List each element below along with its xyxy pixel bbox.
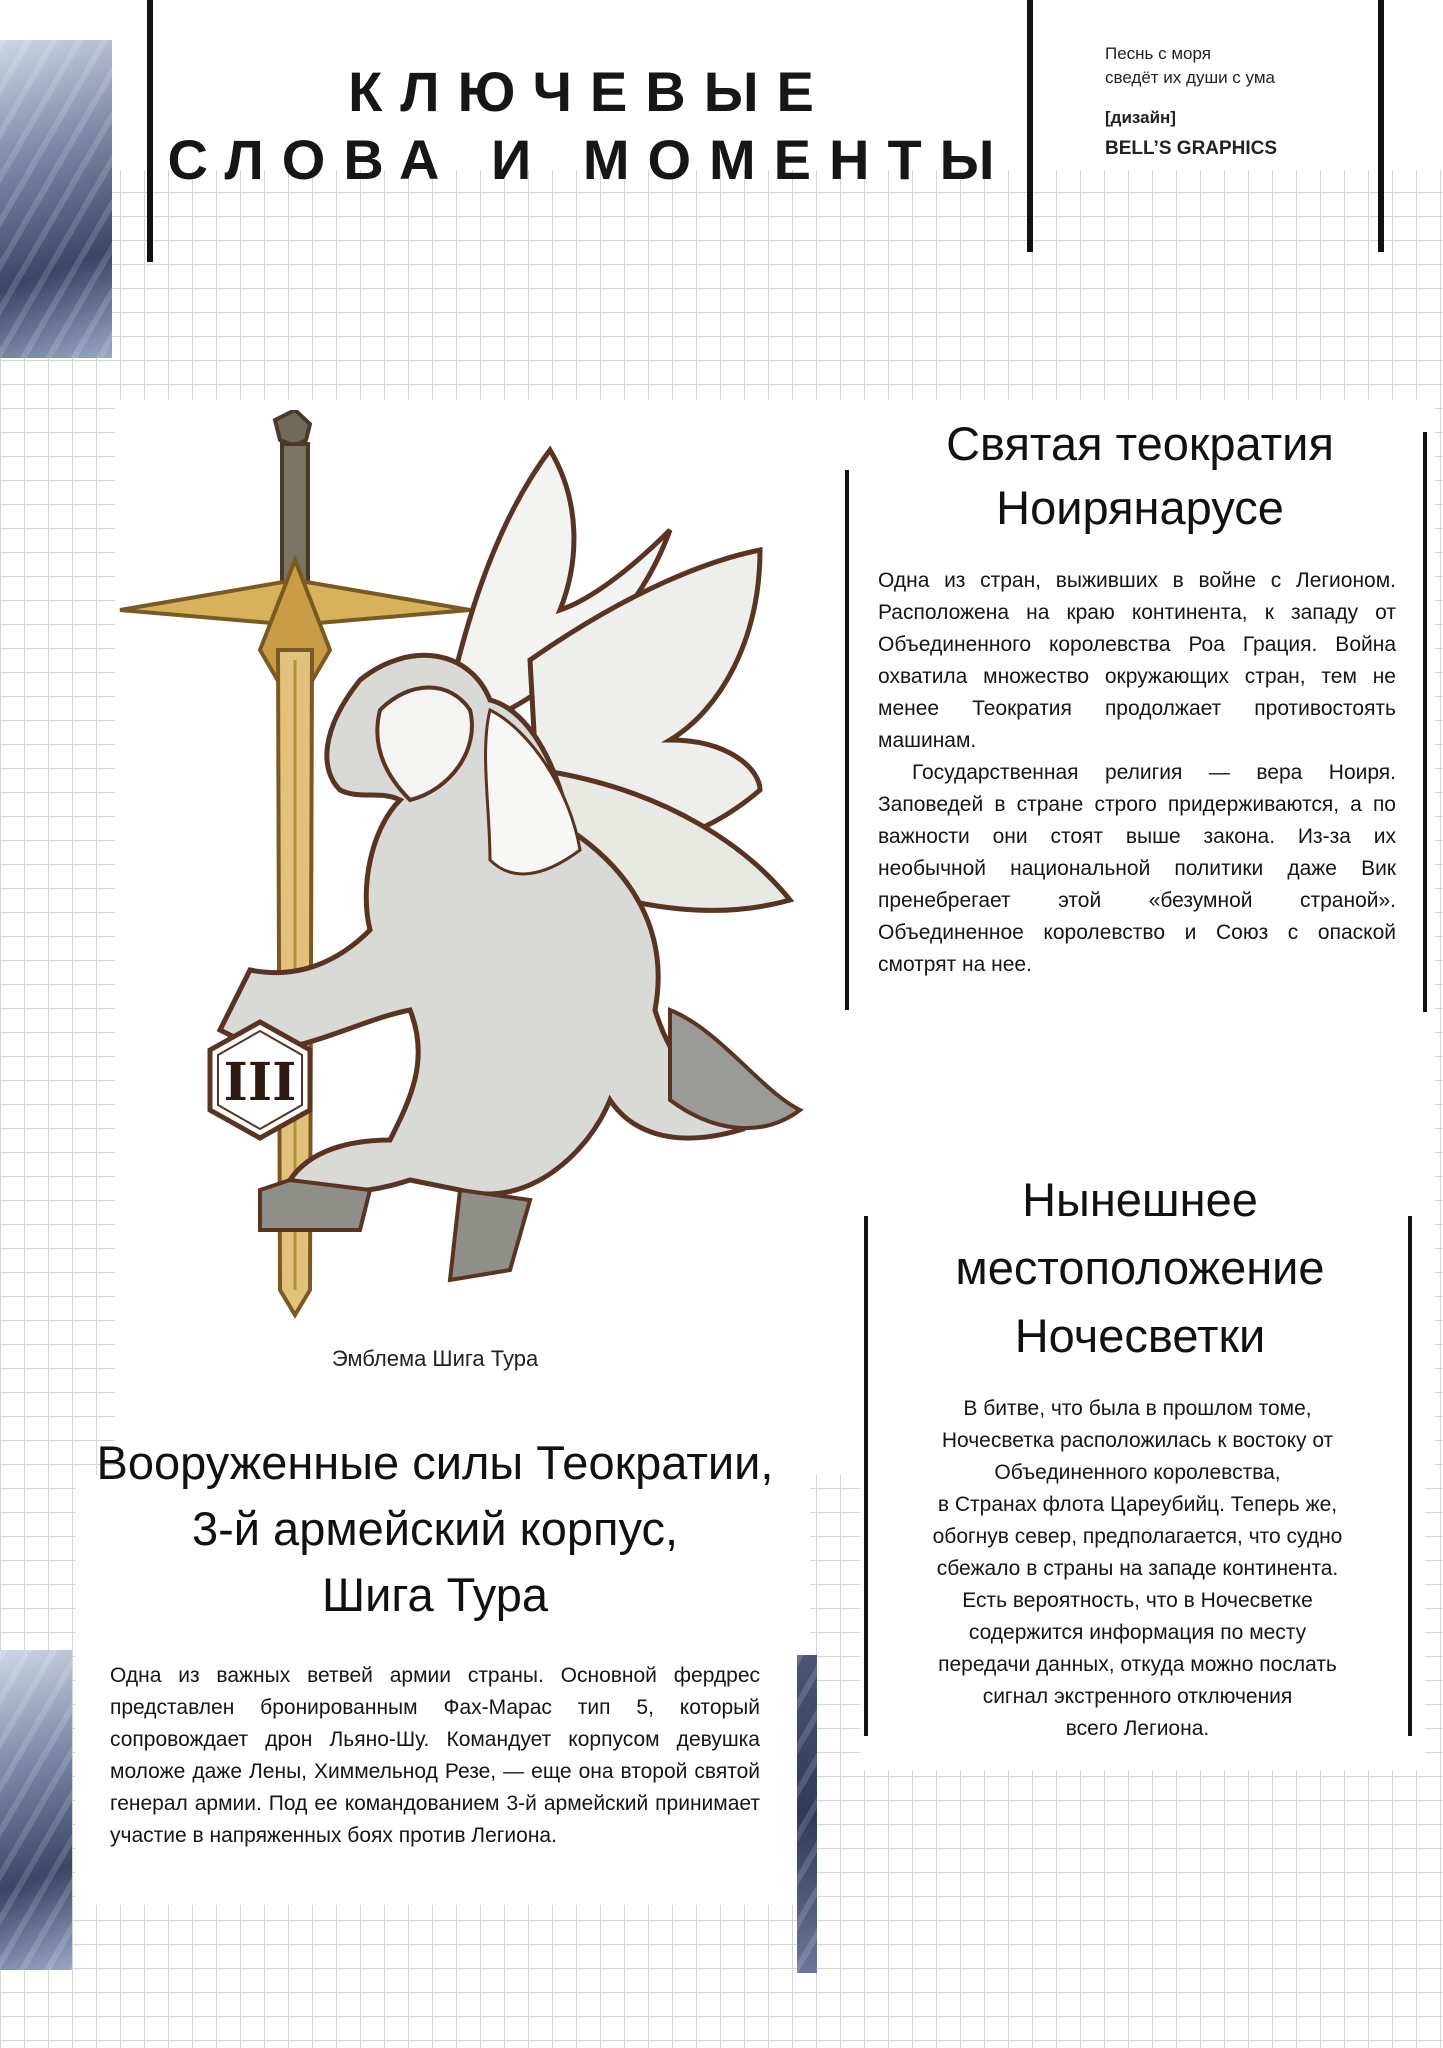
corps-title-line2: 3-й армейский корпус,	[191, 1502, 679, 1555]
numeral-text: III	[223, 1052, 297, 1113]
location-body	[870, 1393, 1405, 1745]
location-line: Ночесветка расположилась к востоку от	[941, 1429, 1334, 1452]
location-title-line3: Ночесветки	[1014, 1309, 1266, 1362]
page-title-line2: СЛОВА И МОМЕНТЫ	[167, 128, 1013, 191]
shiga-tura-emblem	[110, 410, 830, 1330]
location-line: сбежало в страны на западе континента.	[936, 1557, 1339, 1580]
credit-series-line2: сведёт их души с ума	[1105, 68, 1275, 87]
theocracy-paragraph-1: Одна из стран, выживших в войне с Легионом. Расположена на краю континента, к западу от Объединенного королевства Роа Грация. Война охватила множество окружающих стран, тем не менее Теократия продолжает противостоять машинам.	[878, 569, 1396, 752]
location-title	[880, 1166, 1400, 1370]
credit-design-label: [дизайн]	[1105, 108, 1176, 127]
location-line: в Странах флота Цареубийц. Теперь же,	[937, 1493, 1338, 1516]
corps-body	[110, 1660, 760, 1852]
page-title-line1: КЛЮЧЕВЫЕ	[348, 60, 832, 123]
background-art-strip	[797, 1655, 817, 1973]
location-line: обогнув север, предполагается, что судно	[932, 1525, 1343, 1548]
background-art-bottom	[0, 1650, 72, 1970]
location-title-line2: местоположение	[955, 1241, 1325, 1294]
theocracy-bar-right	[1423, 432, 1427, 1012]
theocracy-title	[880, 412, 1400, 540]
location-bar-right	[1408, 1216, 1412, 1736]
credit-studio: BELL’S GRAPHICS	[1105, 138, 1278, 159]
corps-title-line3: Шига Тура	[322, 1568, 548, 1621]
location-line: Объединенного королевства,	[994, 1461, 1281, 1484]
credit-series-line1: Песнь с моря	[1105, 44, 1211, 63]
page-title	[150, 58, 1030, 194]
emblem-caption: Эмблема Шига Тура	[331, 1346, 539, 1371]
theocracy-title-line1: Святая теократия	[946, 417, 1334, 470]
background-art-top	[0, 40, 112, 358]
header-bar-right	[1378, 0, 1384, 252]
corps-title-line1: Вооруженные силы Теократии,	[96, 1436, 774, 1489]
corps-title	[40, 1430, 830, 1628]
corps-paragraph: Одна из важных ветвей армии страны. Основной фердрес представлен бронированным Фах-Марас тип 5, который сопровождает дрон Льяно-Шу. Командует корпусом девушка моложе даже Лены, Химмельнод Резе, — еще она второй святой генерал армии. Под ее командованием 3-й армейский принимает участие в напряженных боях против Легиона.	[110, 1664, 760, 1847]
location-line: содержится информация по месту	[968, 1621, 1307, 1644]
location-title-line1: Нынешнее	[1022, 1173, 1258, 1226]
theocracy-body	[878, 565, 1396, 981]
theocracy-bar-left	[845, 470, 849, 1010]
numeral-badge	[210, 1022, 310, 1138]
location-line: Есть вероятность, что в Ночесветке	[962, 1589, 1313, 1612]
location-line: всего Легиона.	[1065, 1717, 1210, 1740]
location-line: передачи данных, откуда можно послать	[938, 1653, 1337, 1676]
theocracy-paragraph-2: Государственная религия — вера Ноиря. Заповедей в стране строго придерживаются, а по важности они стоят выше закона. Из-за их необычной национальной политики даже Вик пренебрегает этой «безумной страной». Объединенное королевство и Союз с опаской смотрят на нее.	[878, 761, 1396, 976]
theocracy-title-line2: Ноирянарусе	[996, 481, 1284, 534]
location-bar-left	[864, 1216, 868, 1736]
location-line: В битве, что была в прошлом томе,	[963, 1397, 1312, 1420]
location-line: сигнал экстренного отключения	[982, 1685, 1293, 1708]
